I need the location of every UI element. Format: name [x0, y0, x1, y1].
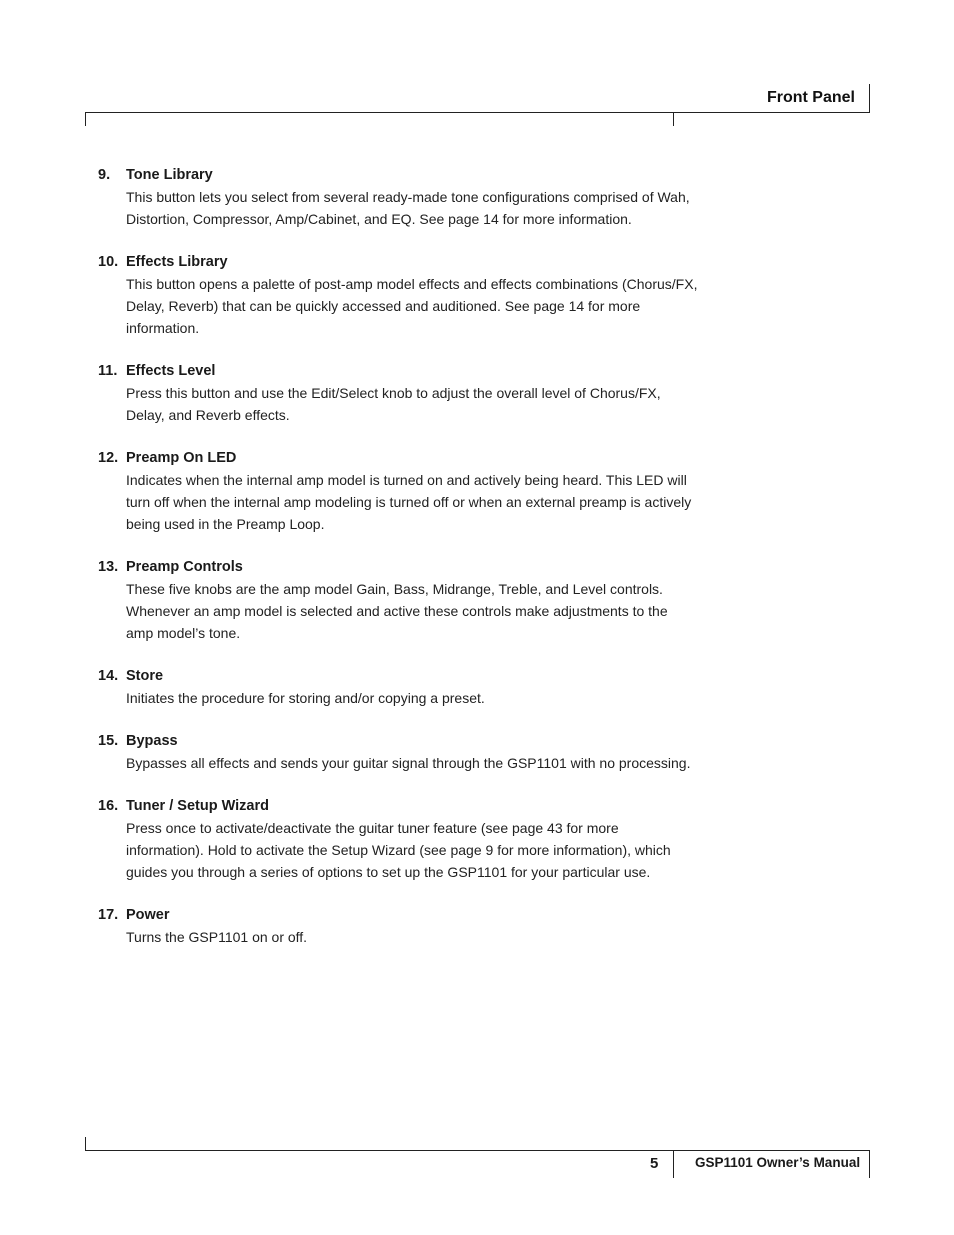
- footer-tick-left: [85, 1137, 86, 1151]
- item-heading: [98, 665, 698, 687]
- item-number: 14.: [98, 668, 119, 684]
- item-title: Tuner / Setup Wizard: [126, 798, 269, 814]
- header-tick-right: [869, 84, 870, 113]
- item-title: Power: [126, 907, 170, 923]
- item-title: Tone Library: [126, 167, 213, 183]
- item-description: Indicates when the internal amp model is turned on and actively being heard. This LED will turn off when the internal amp modeling is turned off or when an external preamp is actively being used in the Preamp Loop.: [126, 472, 692, 532]
- item-heading: [98, 164, 698, 186]
- item-description: This button opens a palette of post-amp model effects and effects combinations (Chorus/FX, Delay, Reverb) that can be quickly accessed and auditioned. See page 14 for more information.: [126, 276, 698, 336]
- item-title: Store: [126, 668, 164, 684]
- item-list: [98, 164, 698, 969]
- item-title: Preamp Controls: [126, 559, 243, 575]
- item-number: 15.: [98, 733, 119, 749]
- list-item: [98, 360, 698, 426]
- footer-tick-right: [869, 1150, 870, 1178]
- item-number: 9.: [98, 167, 111, 183]
- section-title: Front Panel: [766, 89, 855, 106]
- manual-title: GSP1101 Owner’s Manual: [695, 1155, 861, 1170]
- list-item: [98, 665, 698, 709]
- item-description: This button lets you select from several ready-made tone configurations comprised of Wah, Distortion, Compressor, Amp/Cabinet, and EQ. See page 14 for more information.: [126, 189, 690, 227]
- item-description: Turns the GSP1101 on or off.: [126, 929, 308, 945]
- list-item: [98, 795, 698, 883]
- list-item: [98, 447, 698, 535]
- item-description: Initiates the procedure for storing and/or copying a preset.: [126, 690, 485, 706]
- item-heading: [98, 447, 698, 469]
- item-number: 16.: [98, 798, 119, 814]
- footer-rule-horizontal: [85, 1150, 870, 1151]
- footer-divider: [673, 1150, 674, 1178]
- item-number: 11.: [98, 363, 118, 379]
- item-heading: [98, 556, 698, 578]
- item-number: 17.: [98, 907, 119, 923]
- item-title: Effects Level: [126, 363, 216, 379]
- item-title: Bypass: [126, 733, 178, 749]
- item-heading: [98, 360, 698, 382]
- list-item: [98, 730, 698, 774]
- list-item: [98, 904, 698, 948]
- item-number: 12.: [98, 450, 119, 466]
- list-item: [98, 251, 698, 339]
- item-description: Press once to activate/deactivate the guitar tuner feature (see page 43 for more information). Hold to activate the Setup Wizard (see page 9 for more information), which guides you through a series of options to set up the GSP1101 for your particular use.: [126, 820, 671, 880]
- item-heading: [98, 730, 698, 752]
- item-description: Press this button and use the Edit/Select knob to adjust the overall level of Chorus/FX, Delay, and Reverb effects.: [126, 385, 661, 423]
- page-number: 5: [650, 1155, 659, 1172]
- header-tick-left: [85, 112, 86, 126]
- item-description: Bypasses all effects and sends your guitar signal through the GSP1101 with no processing.: [126, 755, 691, 771]
- list-item: [98, 556, 698, 644]
- header-tick-middle: [673, 112, 674, 126]
- item-title: Effects Library: [126, 254, 228, 270]
- item-title: Preamp On LED: [126, 450, 237, 466]
- item-heading: [98, 795, 698, 817]
- item-number: 13.: [98, 559, 119, 575]
- item-heading: [98, 904, 698, 926]
- item-number: 10.: [98, 254, 119, 270]
- item-heading: [98, 251, 698, 273]
- item-description: These five knobs are the amp model Gain, Bass, Midrange, Treble, and Level controls. Whenever an amp model is selected and active these controls make adjustments to the amp model’s tone.: [126, 581, 668, 641]
- header-rule-horizontal: [85, 112, 870, 113]
- list-item: [98, 164, 698, 230]
